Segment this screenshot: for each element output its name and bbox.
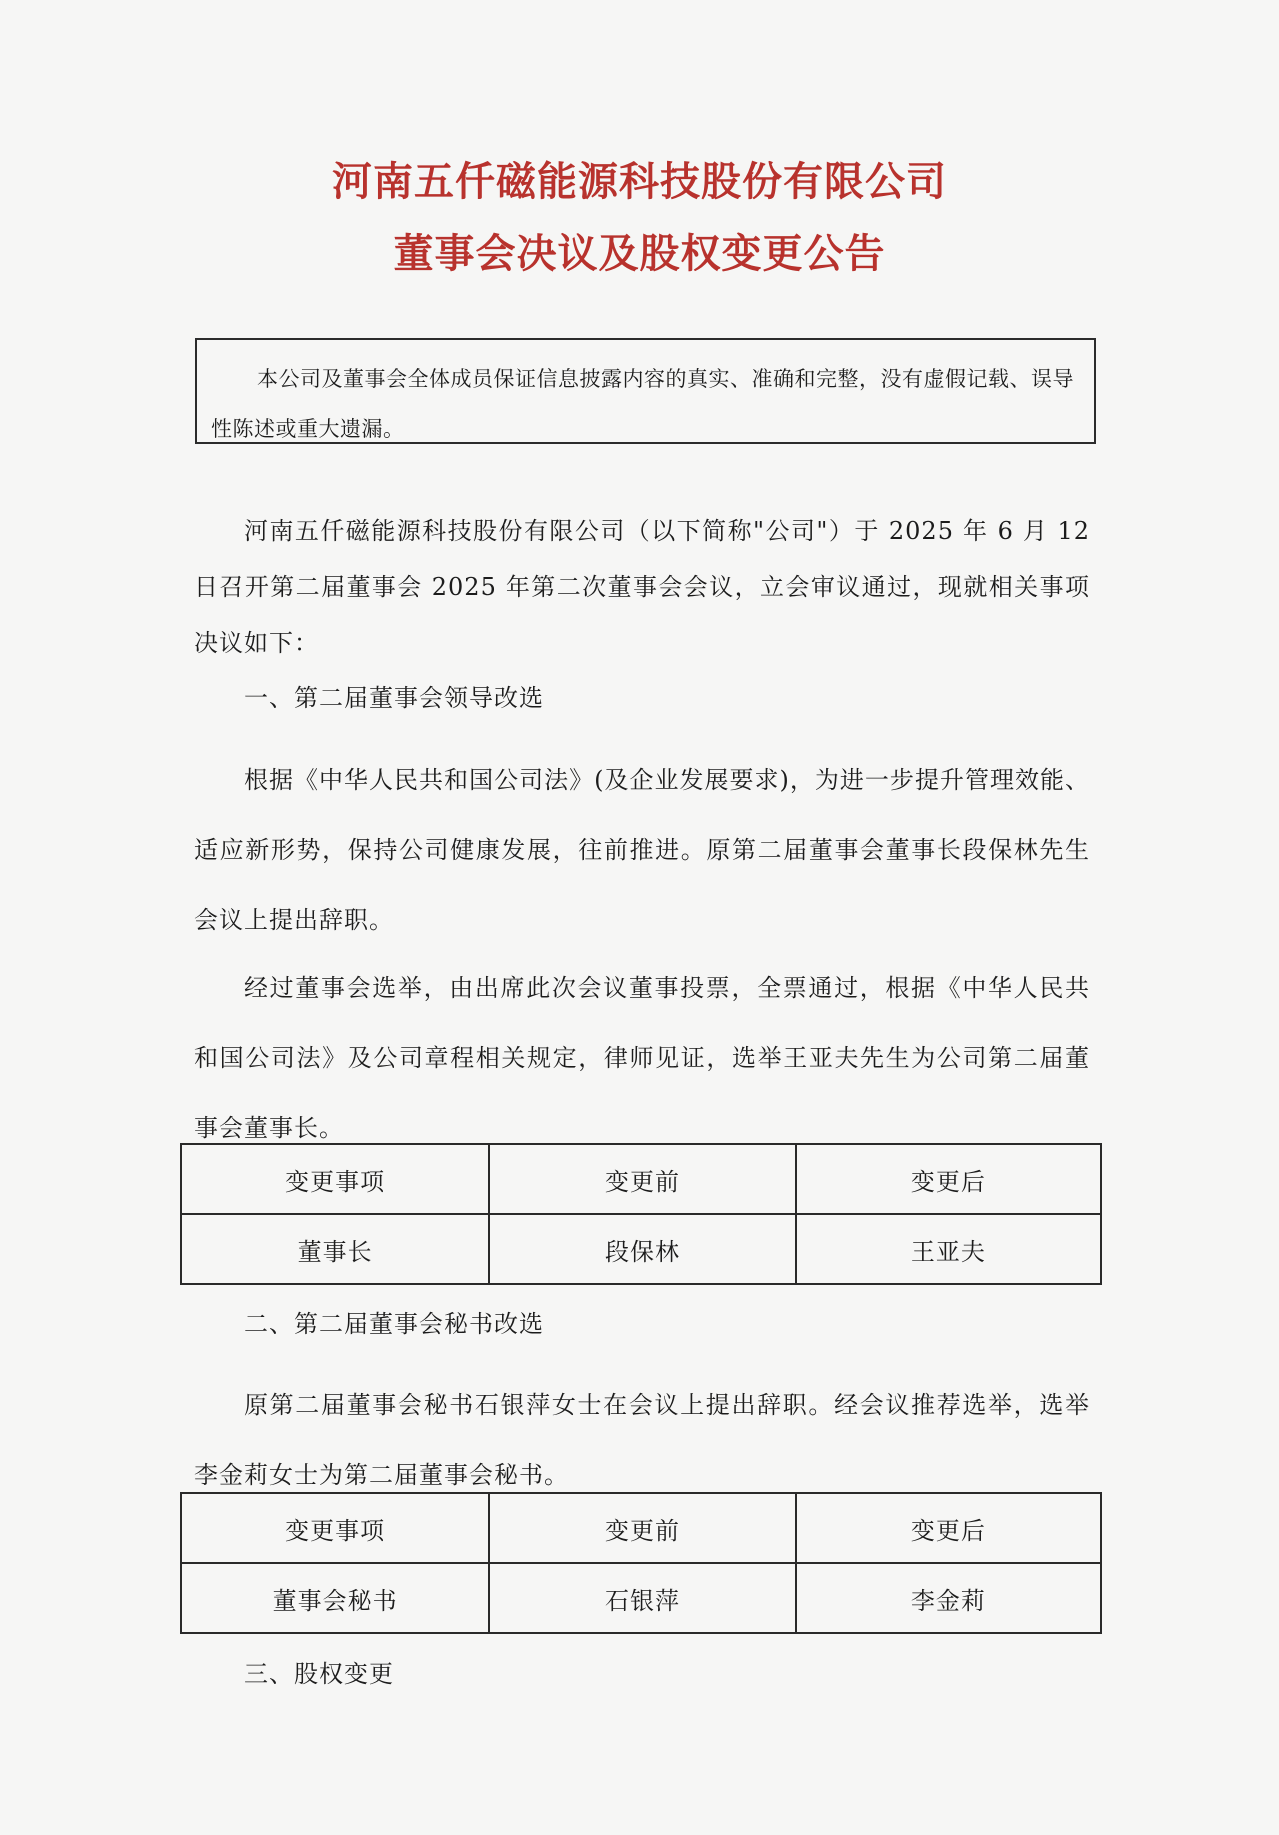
table-header-cell: 变更后 — [796, 1144, 1101, 1214]
section1-paragraph2: 经过董事会选举，由出席此次会议董事投票，全票通过，根据《中华人民共和国公司法》及公司章程相关规定，律师见证，选举王亚夫先生为公司第二届董事会董事长。 — [194, 974, 1090, 1142]
table-row — [181, 1563, 1101, 1633]
table-cell: 李金莉 — [796, 1563, 1101, 1633]
section2-paragraph1: 原第二届董事会秘书石银萍女士在会议上提出辞职。经会议推荐选举，选举李金莉女士为第二届董事会秘书。 — [194, 1391, 1090, 1489]
table-cell: 董事长 — [181, 1214, 489, 1284]
table-cell: 董事会秘书 — [181, 1563, 489, 1633]
chairman-change-table — [180, 1143, 1102, 1285]
table-header-cell: 变更前 — [489, 1144, 795, 1214]
table-cell: 王亚夫 — [796, 1214, 1101, 1284]
table-header-cell: 变更事项 — [181, 1493, 489, 1563]
section1-heading: 一、第二届董事会领导改选 — [244, 684, 544, 712]
section2-heading: 二、第二届董事会秘书改选 — [244, 1310, 544, 1338]
disclaimer-box — [195, 338, 1096, 444]
table-header-row — [181, 1144, 1101, 1214]
section3-heading: 三、股权变更 — [244, 1660, 394, 1688]
disclaimer-text: 本公司及董事会全体成员保证信息披露内容的真实、准确和完整，没有虚假记载、误导性陈述或重大遗漏。 — [211, 367, 1074, 441]
intro-paragraph: 河南五仟磁能源科技股份有限公司（以下简称"公司"）于 2025 年 6 月 12 日召开第二届董事会 2025 年第二次董事会会议，立会审议通过，现就相关事项决议如下： — [194, 517, 1090, 657]
table-cell: 石银萍 — [489, 1563, 795, 1633]
table-header-cell: 变更事项 — [181, 1144, 489, 1214]
company-title: 河南五仟磁能源科技股份有限公司 — [332, 158, 947, 205]
table-header-row — [181, 1493, 1101, 1563]
table-header-cell: 变更后 — [796, 1493, 1101, 1563]
table-row — [181, 1214, 1101, 1284]
section1-paragraph1: 根据《中华人民共和国公司法》(及企业发展要求)，为进一步提升管理效能、适应新形势，保持公司健康发展，往前推进。原第二届董事会董事长段保林先生会议上提出辞职。 — [194, 766, 1090, 934]
table-cell: 段保林 — [489, 1214, 795, 1284]
table-header-cell: 变更前 — [489, 1493, 795, 1563]
secretary-change-table — [180, 1492, 1102, 1634]
announcement-title: 董事会决议及股权变更公告 — [393, 230, 886, 277]
